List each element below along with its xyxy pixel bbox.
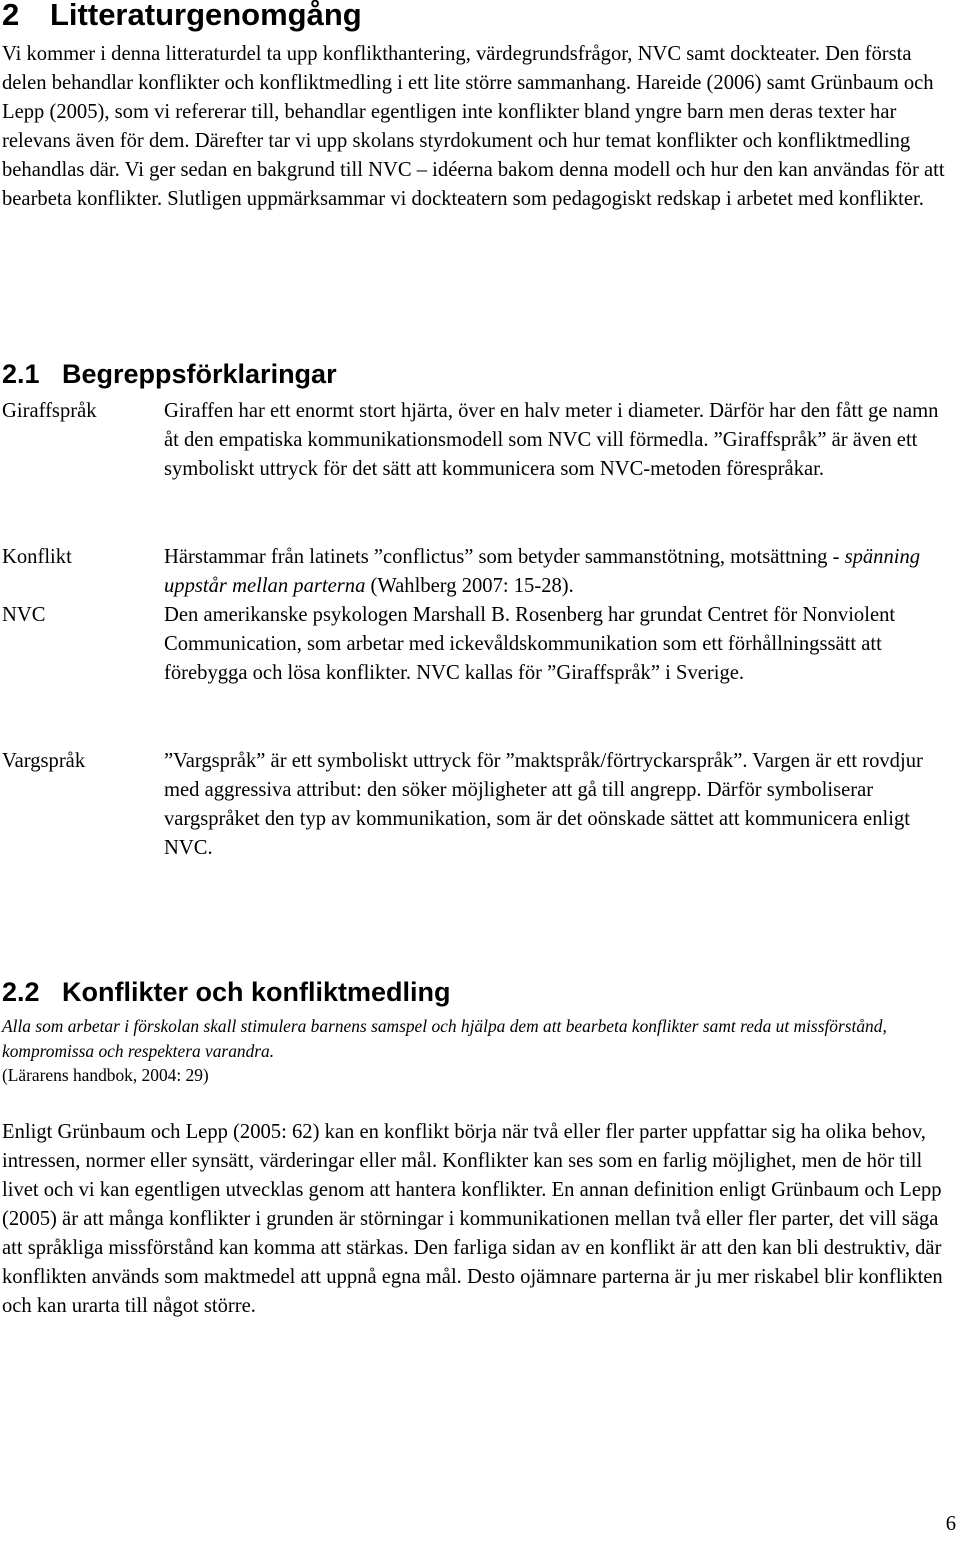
- section-number: 2.1: [2, 359, 40, 389]
- definition-konflikt: [164, 543, 954, 601]
- block-quote: [2, 1014, 956, 1088]
- section-2-2-paragraph: Enligt Grünbaum och Lepp (2005: 62) kan en konflikt börja när två eller fler parter uppfattar sig ha olika behov, intressen, normer eller synsätt, värderingar eller mål. Konflikter kan ses som en farlig möjlighet, men de hör till livet och vi kan egentligen utvecklas genom att hantera konflikter. En annan definition enligt Grünbaum och Lepp (2005) är att många konflikter i grunden är störningar i kommunikationen mellan två eller fler parter, det vill säga att språkliga missförstånd kan komma att stärkas. Den farliga sidan av en konflikt är att den kan bli destruktiv, där konflikten används som maktmedel att uppnå egna mål. Desto ojämnare parterna är ju mer riskabel blir konflikten och kan urarta till något större.: [2, 1121, 943, 1317]
- section-number: 2: [2, 0, 20, 32]
- term-vargsprak: Vargspråk: [2, 750, 86, 772]
- definition-vargsprak: [164, 747, 954, 863]
- section-heading-2-2: [2, 975, 451, 1009]
- quote-source: (Lärarens handbok, 2004: 29): [2, 1065, 209, 1085]
- intro-paragraph: Vi kommer i denna litteraturdel ta upp konflikthantering, värdegrundsfrågor, NVC samt dockteater. Den första delen behandlar konflikter och konfliktmedling i ett lite större sammanhang. Hareide (2006) samt Grünbaum och Lepp (2005), som vi refererar till, behandlar egentligen inte konflikter bland yngre barn men deras texter har relevans även för dem. Därefter tar vi upp skolans styrdokument och hur temat konflikter och konfliktmedling behandlas där. Vi ger sedan en bakgrund till NVC – idéerna bakom denna modell och hur den kan användas för att bearbeta konflikter. Slutligen uppmärksammar vi dockteatern som pedagogiskt redskap i arbetet med konflikter.: [2, 43, 945, 210]
- quote-text: Alla som arbetar i förskolan skall stimulera barnens samspel och hjälpa dem att bearbeta konflikter samt reda ut missförstånd, kompromissa och respektera varandra.: [2, 1016, 887, 1061]
- definition-text: Den amerikanske psykologen Marshall B. Rosenberg har grundat Centret för Nonviolent Communication, som arbetar med ickevåldskommunikation som ett förhållningssätt att förebygga och lösa konflikter. NVC kallas för ”Giraffspråk” i Sverige.: [164, 604, 896, 684]
- definition-italic-phrase: spänning uppstår mellan parterna: [164, 546, 921, 597]
- definition-text: [164, 543, 954, 601]
- definition-text: ”Vargspråk” är ett symboliskt uttryck för ”maktspråk/förtryckarspråk”. Vargen är ett rovdjur med aggressiva attribut: den söker möjligheter att gå till angrepp. Därför symboliserar vargspråket den typ av kommunikation, som är det oönskade sättet att kommunicera enligt NVC.: [164, 750, 923, 859]
- definition-nvc: [164, 601, 954, 688]
- section-title: Begreppsförklaringar: [62, 359, 337, 389]
- section-heading-2-1: [2, 357, 337, 391]
- section-number: 2.2: [2, 977, 40, 1007]
- section-heading-2: [2, 0, 362, 34]
- definition-text-part: (Wahlberg 2007: 15-28).: [365, 575, 574, 597]
- definition-giraffsprak: [164, 397, 954, 484]
- section-title: Litteraturgenomgång: [50, 0, 362, 32]
- term-giraffsprak: Giraffspråk: [2, 400, 97, 422]
- page-number: 6: [945, 1513, 956, 1535]
- definition-text: Giraffen har ett enormt stort hjärta, över en halv meter i diameter. Därför har den fått ge namn åt den empatiska kommunikationsmodell som NVC vill förmedla. ”Giraffspråk” är även ett symboliskt uttryck för det sätt att kommunicera som NVC-metoden förespråkar.: [164, 400, 939, 480]
- section-title: Konflikter och konfliktmedling: [62, 977, 451, 1007]
- term-konflikt: Konflikt: [2, 546, 72, 568]
- term-nvc: NVC: [2, 604, 46, 626]
- definition-text-part: Härstammar från latinets ”conflictus” som betyder sammanstötning, motsättning -: [164, 546, 845, 568]
